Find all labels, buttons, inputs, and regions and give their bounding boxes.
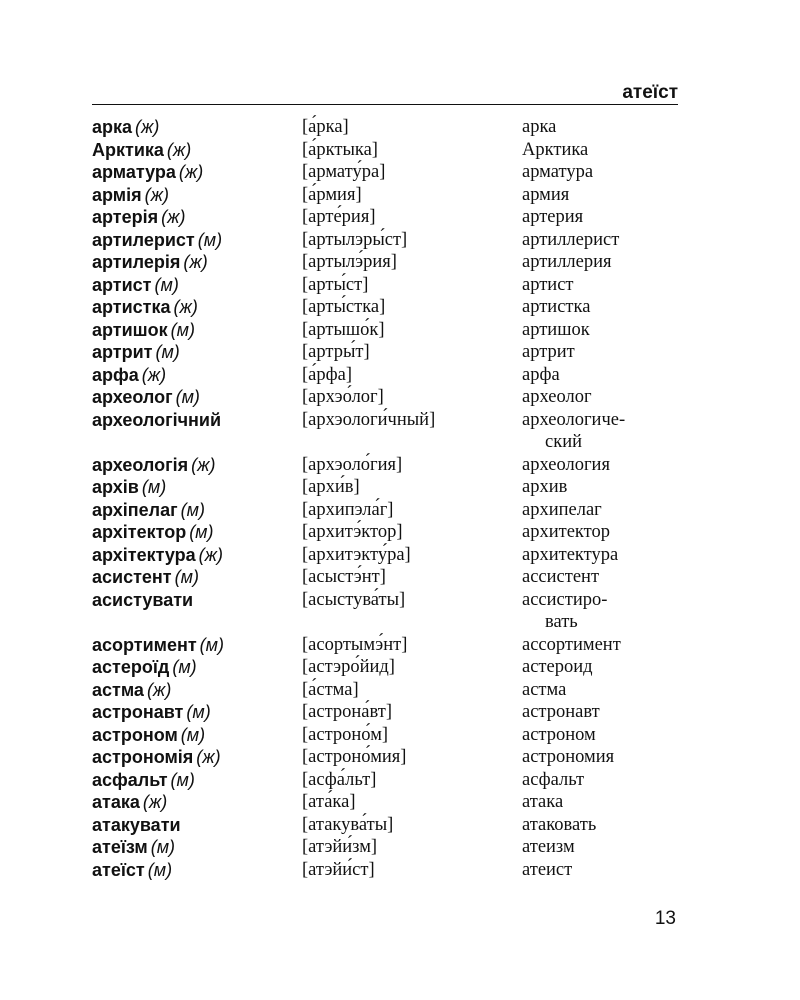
russian-translation [522,364,692,387]
dictionary-entry [92,701,692,724]
headword-column [92,724,302,747]
transcription: [архи́в] [302,477,360,497]
running-head: атеїст [622,82,678,103]
dictionary-entry [92,476,692,499]
translation-line: атеизм [522,837,575,857]
translation-line: артистка [522,297,591,317]
headword-column [92,229,302,252]
headword: архіпелаг [92,499,178,520]
dictionary-entry [92,319,692,342]
transcription: [а́рфа] [302,364,352,385]
translation-line: архив [522,477,568,497]
headword: астма [92,679,144,700]
gender-label: (ж) [191,454,216,475]
transcription: [ата́ка] [302,792,356,812]
dictionary-entry [92,341,692,364]
headword: археолог [92,387,173,407]
headword: Арктика [92,139,164,160]
transcription: [архитэ́ктор] [302,522,403,542]
russian-translation [522,701,692,724]
translation-line: арфа [522,364,560,385]
headword: артилерист [92,229,195,250]
headword: архітектор [92,522,187,542]
gender-label: (ж) [173,297,198,317]
dictionary-entry [92,139,692,162]
translation-line: архитектура [522,544,619,565]
headword-column [92,161,302,184]
russian-translation [522,341,692,364]
transcription: [архэоло́гия] [302,454,403,475]
russian-translation [522,634,692,657]
dictionary-entry [92,364,692,387]
translation-line: артишок [522,319,590,340]
transcription: [атэйи́ст] [302,859,375,880]
dictionary-entry [92,116,692,139]
translation-line: ассистент [522,567,600,587]
transcription: [армату́ра] [302,162,386,182]
dictionary-entry [92,746,692,769]
russian-translation [522,251,692,274]
translation-line: ский [545,432,582,452]
headword-column [92,454,302,477]
headword: асистувати [92,589,194,610]
translation-line: ассистиро- [522,589,608,610]
gender-label: (ж) [146,679,172,700]
gender-label: (ж) [198,544,224,565]
headword: атакувати [92,814,181,835]
transcription: [асыстэ́нт] [302,567,386,587]
page-number: 13 [654,908,676,929]
translation-line: артист [522,274,574,295]
headword-column [92,656,302,679]
headword-column [92,701,302,724]
russian-translation [522,409,692,454]
transcription: [артры́т] [302,342,370,362]
headword: асортимент [92,634,197,655]
russian-translation [522,589,692,634]
headword-column [92,116,302,139]
headword-column [92,634,302,657]
headword: артилерія [92,252,181,272]
russian-translation [522,274,692,297]
gender-label: (м) [180,724,206,745]
transcription: [атэйи́зм] [302,837,378,857]
headword-column [92,206,302,229]
gender-label: (ж) [142,792,168,812]
transcription: [арты́ст] [302,274,369,295]
gender-label: (ж) [178,162,204,182]
transcription: [асортымэ́нт] [302,634,408,655]
headword-column [92,364,302,387]
translation-line: археолог [522,387,592,407]
headword: артист [92,274,152,295]
gender-label: (м) [174,567,199,587]
headword-column [92,499,302,522]
dictionary-entry [92,251,692,274]
russian-translation [522,184,692,207]
transcription: [артылэры́ст] [302,229,408,250]
headword-column [92,814,302,837]
headword-column [92,296,302,319]
russian-translation [522,206,692,229]
headword: армія [92,184,142,205]
dictionary-entry [92,274,692,297]
dictionary-entry [92,679,692,702]
transcription: [архитэкту́ра] [302,544,411,565]
dictionary-entry [92,566,692,589]
russian-translation [522,746,692,769]
headword: асфальт [92,769,168,790]
transcription: [архэологи́чный] [302,409,436,430]
gender-label: (ж) [183,252,208,272]
gender-label: (м) [186,702,211,722]
dictionary-entry [92,769,692,792]
headword-column [92,566,302,589]
headword-column [92,139,302,162]
headword: арка [92,117,133,137]
gender-label: (м) [175,387,200,407]
headword-column [92,679,302,702]
headword: артрит [92,342,153,362]
russian-translation [522,386,692,409]
headword-column [92,319,302,342]
headword-column [92,589,302,612]
translation-line: атеист [522,859,573,880]
translation-line: археология [522,454,610,475]
headword: арматура [92,162,176,182]
dictionary-entry [92,791,692,814]
russian-translation [522,499,692,522]
headword-column [92,746,302,769]
russian-translation [522,791,692,814]
headword-column [92,836,302,859]
translation-line: асфальт [522,769,585,790]
gender-label: (ж) [144,184,169,205]
translation-line: астероид [522,657,593,677]
headword-column [92,791,302,814]
dictionary-entry [92,814,692,837]
russian-translation [522,161,692,184]
translation-line: вать [545,612,578,632]
gender-label: (м) [197,229,223,250]
header-rule [92,104,678,105]
headword: атеїст [92,859,145,880]
translation-line: арматура [522,162,594,182]
translation-line: артерия [522,207,584,227]
russian-translation [522,679,692,702]
transcription: [а́рмия] [302,184,362,205]
transcription: [архипэла́г] [302,499,394,520]
headword: астрономія [92,747,194,767]
russian-translation [522,566,692,589]
gender-label: (м) [141,477,167,497]
translation-line: архитектор [522,522,610,542]
dictionary-entry [92,386,692,409]
headword-column [92,769,302,792]
transcription: [а́рка] [302,117,349,137]
russian-translation [522,454,692,477]
headword: арфа [92,364,139,385]
headword-column [92,274,302,297]
headword: артистка [92,297,171,317]
dictionary-entry [92,161,692,184]
transcription: [астэро́йид] [302,657,395,677]
headword: атеїзм [92,837,148,857]
headword: архітектура [92,544,196,565]
headword: археологія [92,454,189,475]
russian-translation [522,116,692,139]
dictionary-entry [92,724,692,747]
headword: атака [92,792,140,812]
headword-column [92,859,302,882]
dictionary-entry [92,656,692,679]
gender-label: (м) [170,319,195,340]
headword-column [92,251,302,274]
transcription: [асфа́льт] [302,769,377,790]
russian-translation [522,544,692,567]
gender-label: (м) [147,859,173,880]
russian-translation [522,296,692,319]
translation-line: астроном [522,724,596,745]
gender-label: (ж) [141,364,167,385]
translation-line: атака [522,792,564,812]
headword: артишок [92,319,168,340]
dictionary-entry [92,634,692,657]
headword-column [92,184,302,207]
russian-translation [522,814,692,837]
gender-label: (ж) [166,139,192,160]
dictionary-entry [92,521,692,544]
gender-label: (м) [155,342,180,362]
gender-label: (ж) [135,117,160,137]
translation-line: артиллерист [522,229,620,250]
russian-translation [522,521,692,544]
transcription: [артышо́к] [302,319,385,340]
headword-column [92,386,302,409]
translation-line: армия [522,184,570,205]
headword: асистент [92,567,172,587]
headword-column [92,544,302,567]
headword: архів [92,477,139,497]
gender-label: (м) [150,837,176,857]
gender-label: (м) [199,634,224,655]
translation-line: атаковать [522,814,597,835]
transcription: [астроно́м] [302,724,389,745]
russian-translation [522,229,692,252]
dictionary-entry [92,859,692,882]
dictionary-entry [92,409,692,454]
headword-column [92,476,302,499]
transcription: [астроно́мия] [302,747,407,767]
headword: археологічний [92,409,222,430]
translation-line: ассортимент [522,634,621,655]
headword: астероїд [92,657,170,677]
russian-translation [522,476,692,499]
dictionary-entry [92,499,692,522]
dictionary-entry [92,184,692,207]
russian-translation [522,319,692,342]
entry-list [92,116,692,881]
headword: артерія [92,207,159,227]
dictionary-entry [92,836,692,859]
translation-line: артрит [522,342,575,362]
headword: астроном [92,724,178,745]
transcription: [астрона́вт] [302,702,393,722]
transcription: [атакува́ты] [302,814,394,835]
translation-line: архипелаг [522,499,602,520]
translation-line: астронавт [522,702,600,722]
translation-line: археологиче- [522,409,626,430]
russian-translation [522,769,692,792]
gender-label: (м) [170,769,195,790]
dictionary-entry [92,229,692,252]
gender-label: (ж) [196,747,221,767]
transcription: [а́стма] [302,679,359,700]
headword-column [92,521,302,544]
transcription: [архэо́лог] [302,387,384,407]
russian-translation [522,859,692,882]
russian-translation [522,139,692,162]
headword-column [92,409,302,432]
russian-translation [522,836,692,859]
gender-label: (м) [189,522,214,542]
gender-label: (м) [154,274,179,295]
russian-translation [522,656,692,679]
gender-label: (м) [180,499,205,520]
headword: астронавт [92,702,184,722]
transcription: [арты́стка] [302,297,386,317]
dictionary-entry [92,454,692,477]
translation-line: арка [522,117,557,137]
translation-line: Арктика [522,139,589,160]
dictionary-entry [92,589,692,634]
dictionary-entry [92,544,692,567]
russian-translation [522,724,692,747]
transcription: [арте́рия] [302,207,376,227]
dictionary-entry [92,206,692,229]
transcription: [артылэ́рия] [302,252,397,272]
translation-line: астма [522,679,567,700]
headword-column [92,341,302,364]
transcription: [асыстува́ты] [302,589,406,610]
gender-label: (ж) [161,207,186,227]
gender-label: (м) [172,657,197,677]
translation-line: артиллерия [522,252,612,272]
translation-line: астрономия [522,747,615,767]
dictionary-entry [92,296,692,319]
transcription: [а́рктыка] [302,139,378,160]
